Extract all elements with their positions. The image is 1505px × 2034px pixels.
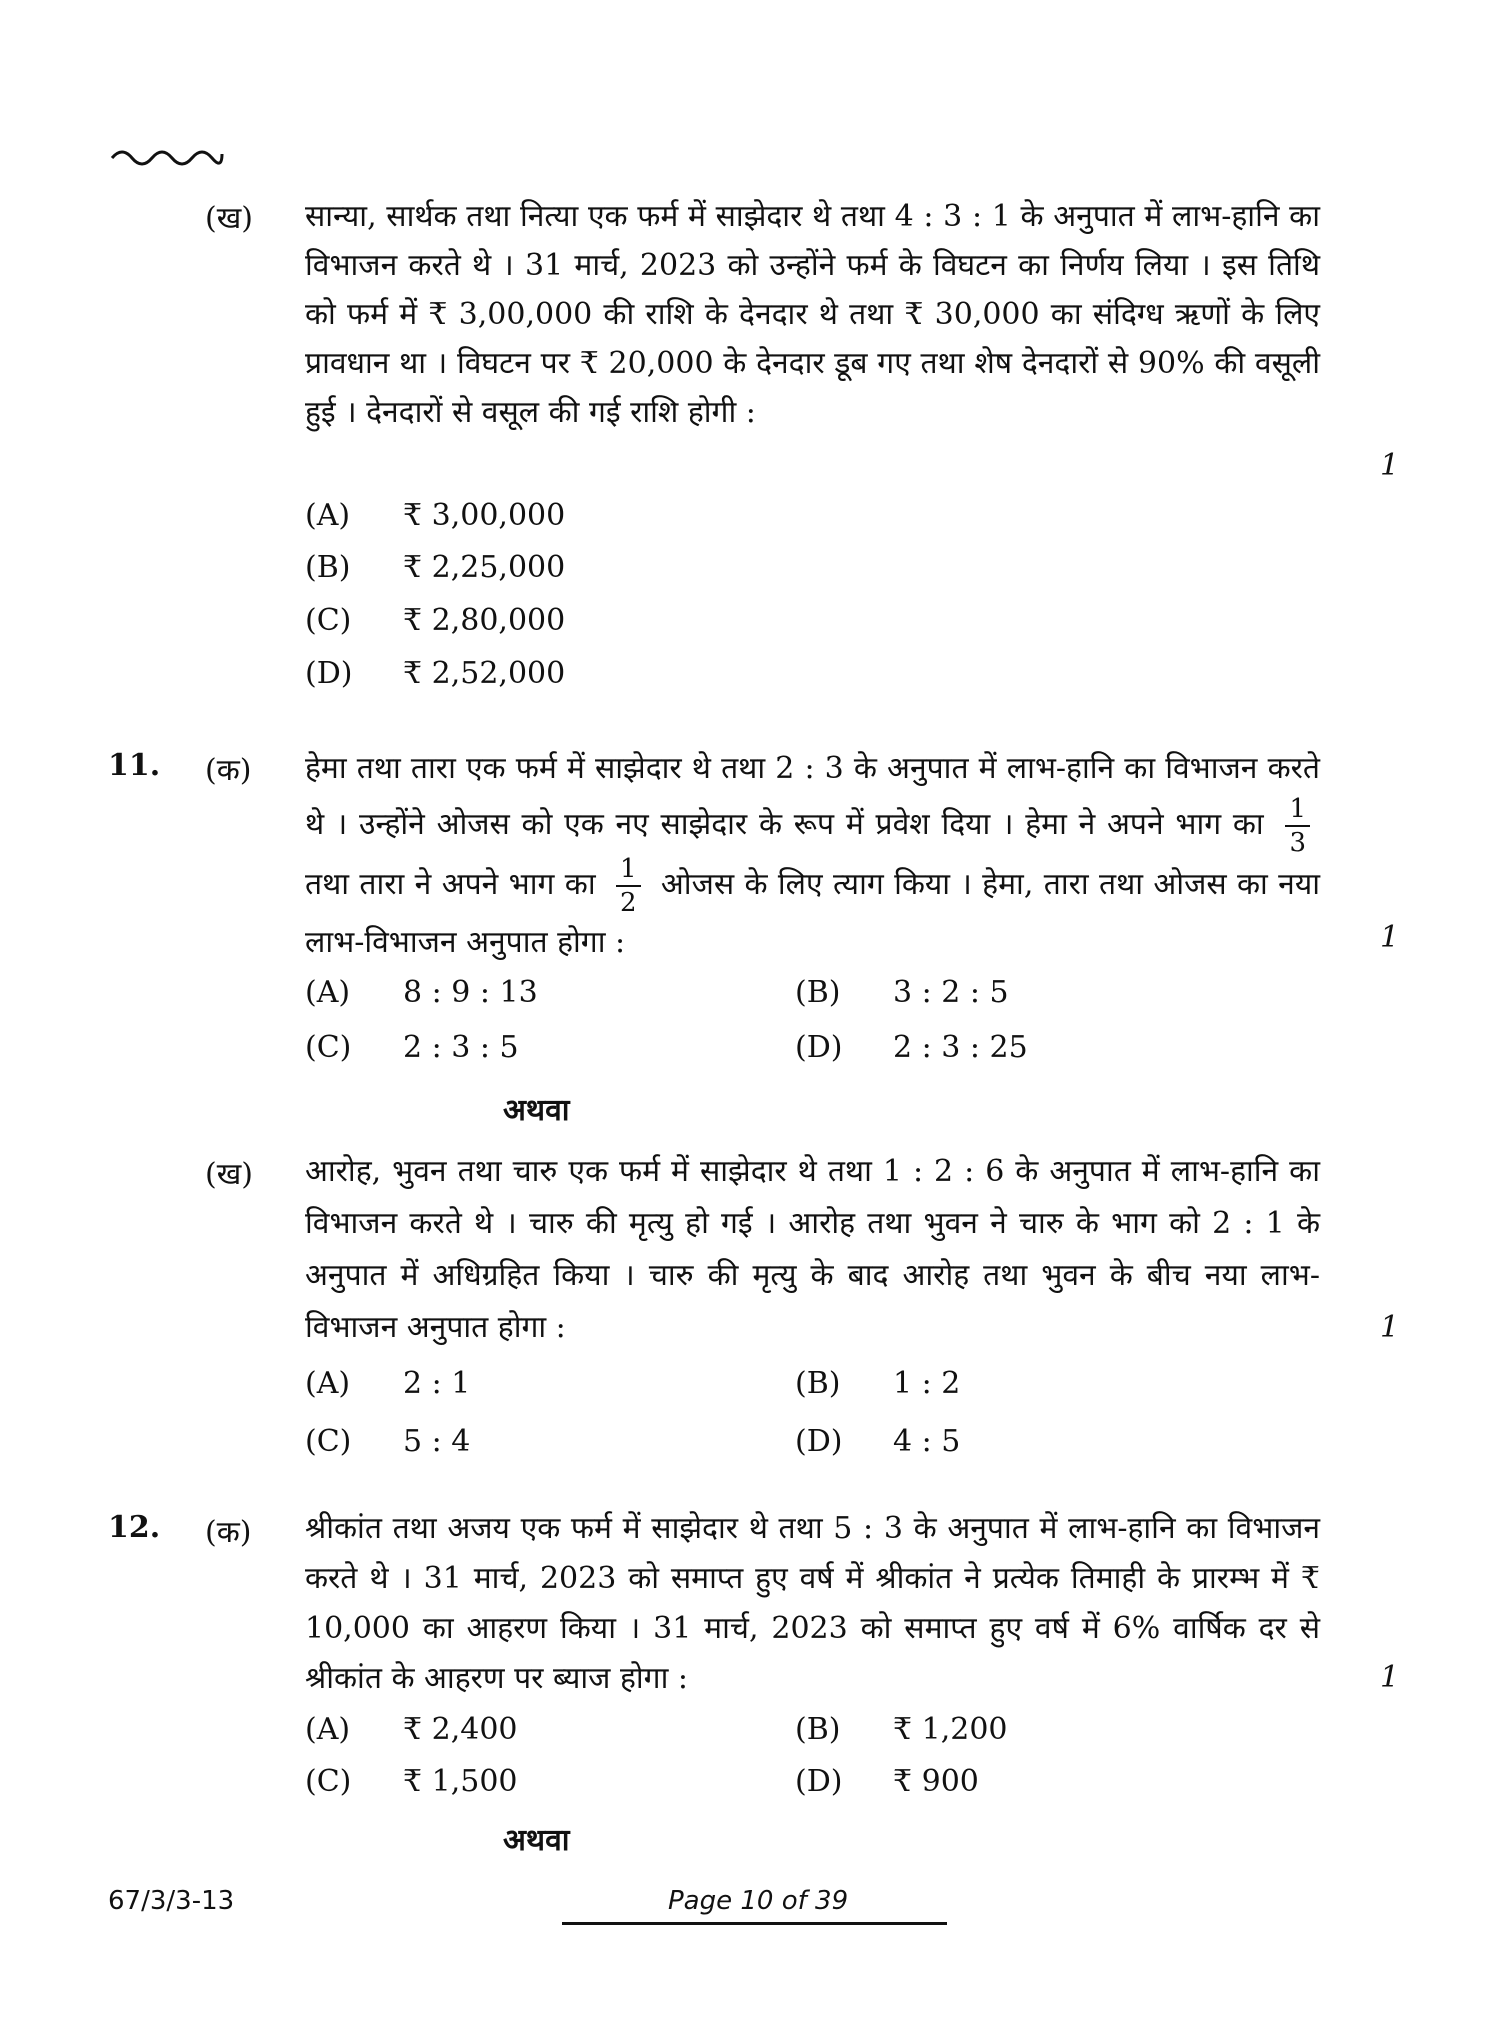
question-number: 12. <box>108 1510 161 1545</box>
option-label: (B) <box>305 550 351 585</box>
sub-question-label: (ख) <box>205 201 253 236</box>
option-value: ₹ 1,500 <box>403 1764 518 1799</box>
option-label: (C) <box>305 1424 352 1459</box>
option-value: ₹ 900 <box>893 1764 979 1799</box>
option-value: 8 : 9 : 13 <box>403 975 538 1010</box>
option-c <box>305 1424 470 1459</box>
option-label: (A) <box>305 498 351 533</box>
fraction-numerator: 1 <box>616 856 641 887</box>
option-label: (D) <box>795 1424 843 1459</box>
marks: 1 <box>1380 448 1400 483</box>
sub-question-label: (ख) <box>205 1157 253 1192</box>
option-value: 3 : 2 : 5 <box>893 975 1009 1010</box>
option-d <box>795 1030 1028 1065</box>
sub-question-label: (क) <box>205 753 252 788</box>
option-b <box>795 1712 1008 1747</box>
marks: 1 <box>1380 1660 1400 1695</box>
paper-code: 67/3/3-13 <box>108 1886 235 1916</box>
option-d <box>305 656 565 691</box>
option-value: ₹ 2,80,000 <box>403 603 566 638</box>
option-label: (B) <box>795 1366 841 1401</box>
option-value: ₹ 3,00,000 <box>403 498 566 533</box>
fraction-denominator: 2 <box>619 888 637 918</box>
option-value: ₹ 2,25,000 <box>403 550 566 585</box>
option-value: 4 : 5 <box>893 1424 961 1459</box>
question-text <box>305 742 1320 970</box>
option-label: (B) <box>795 975 841 1010</box>
option-d <box>795 1424 960 1459</box>
option-label: (D) <box>795 1764 843 1799</box>
option-c <box>305 603 565 638</box>
fraction-denominator: 3 <box>1289 828 1306 858</box>
option-a <box>305 975 538 1010</box>
question-text: श्रीकांत तथा अजय एक फर्म में साझेदार थे तथा 5 : 3 के अनुपात में लाभ-हानि का विभाजन करते थे । 31 मार्च, 2023 को समाप्त हुए वर्ष में श्रीकांत ने प्रत्येक तिमाही के प्रारम्भ में ₹ 10,000 का आहरण किया । 31 मार्च, 2023 को समाप्त हुए वर्ष में 6% वार्षिक दर से श्रीकांत के आहरण पर ब्याज होगा : <box>305 1511 1320 1696</box>
option-value: 1 : 2 <box>893 1366 961 1401</box>
wavy-mark-icon <box>110 140 225 170</box>
option-label: (D) <box>305 656 353 691</box>
option-label: (B) <box>795 1712 841 1747</box>
option-a <box>305 498 565 533</box>
fraction-numerator: 1 <box>1285 796 1310 827</box>
page-number: Page 10 of 39 <box>668 1886 849 1916</box>
text-part-3: ओजस के लिए त्याग किया । हेमा, तारा तथा ओजस का नया लाभ-विभाजन अनुपात होगा : <box>305 867 1320 960</box>
fraction-one-half <box>616 856 641 916</box>
option-value: ₹ 1,200 <box>893 1712 1008 1747</box>
option-b <box>795 975 1009 1010</box>
option-value: 2 : 3 : 25 <box>893 1030 1028 1065</box>
option-label: (C) <box>305 603 352 638</box>
question-number: 11. <box>108 748 161 783</box>
option-c <box>305 1030 519 1065</box>
or-label: अथवा <box>503 1093 570 1128</box>
text-part-2: तथा तारा ने अपने भाग का <box>305 867 596 902</box>
footer-rule <box>562 1922 947 1925</box>
option-label: (A) <box>305 1366 351 1401</box>
marks: 1 <box>1380 920 1400 955</box>
option-a <box>305 1712 518 1747</box>
option-value: 5 : 4 <box>403 1424 471 1459</box>
option-label: (A) <box>305 1712 351 1747</box>
question-text: आरोह, भुवन तथा चारु एक फर्म में साझेदार थे तथा 1 : 2 : 6 के अनुपात में लाभ-हानि का विभाजन करते थे । चारु की मृत्यु हो गई । आरोह तथा भुवन ने चारु के भाग को 2 : 1 के अनुपात में अधिग्रहित किया । चारु की मृत्यु के बाद आरोह तथा भुवन के बीच नया लाभ-विभाजन अनुपात होगा : <box>305 1154 1320 1345</box>
option-label: (A) <box>305 975 351 1010</box>
question-text: सान्या, सार्थक तथा नित्या एक फर्म में साझेदार थे तथा 4 : 3 : 1 के अनुपात में लाभ-हानि का विभाजन करते थे । 31 मार्च, 2023 को उन्होंने फर्म के विघटन का निर्णय लिया । इस तिथि को फर्म में ₹ 3,00,000 की राशि के देनदार थे तथा ₹ 30,000 का संदिग्ध ऋणों के लिए प्रावधान था । विघटन पर ₹ 20,000 के देनदार डूब गए तथा शेष देनदारों से 90% की वसूली हुई । देनदारों से वसूल की गई राशि होगी : <box>305 199 1320 430</box>
text-part-1: हेमा तथा तारा एक फर्म में साझेदार थे तथा 2 : 3 के अनुपात में लाभ-हानि का विभाजन करते थे । उन्होंने ओजस को एक नए साझेदार के रूप में प्रवेश दिया । हेमा ने अपने भाग का <box>305 751 1320 842</box>
option-c <box>305 1764 518 1799</box>
sub-question-label: (क) <box>205 1515 252 1550</box>
marks: 1 <box>1380 1310 1400 1345</box>
option-label: (C) <box>305 1764 352 1799</box>
option-d <box>795 1764 979 1799</box>
option-value: ₹ 2,400 <box>403 1712 518 1747</box>
option-label: (D) <box>795 1030 843 1065</box>
option-b <box>305 550 565 585</box>
option-b <box>795 1366 960 1401</box>
option-label: (C) <box>305 1030 352 1065</box>
option-value: 2 : 3 : 5 <box>403 1030 519 1065</box>
option-value: ₹ 2,52,000 <box>403 656 566 691</box>
option-a <box>305 1366 470 1401</box>
option-value: 2 : 1 <box>403 1366 471 1401</box>
or-label: अथवा <box>503 1823 570 1858</box>
fraction-one-third <box>1285 796 1310 856</box>
